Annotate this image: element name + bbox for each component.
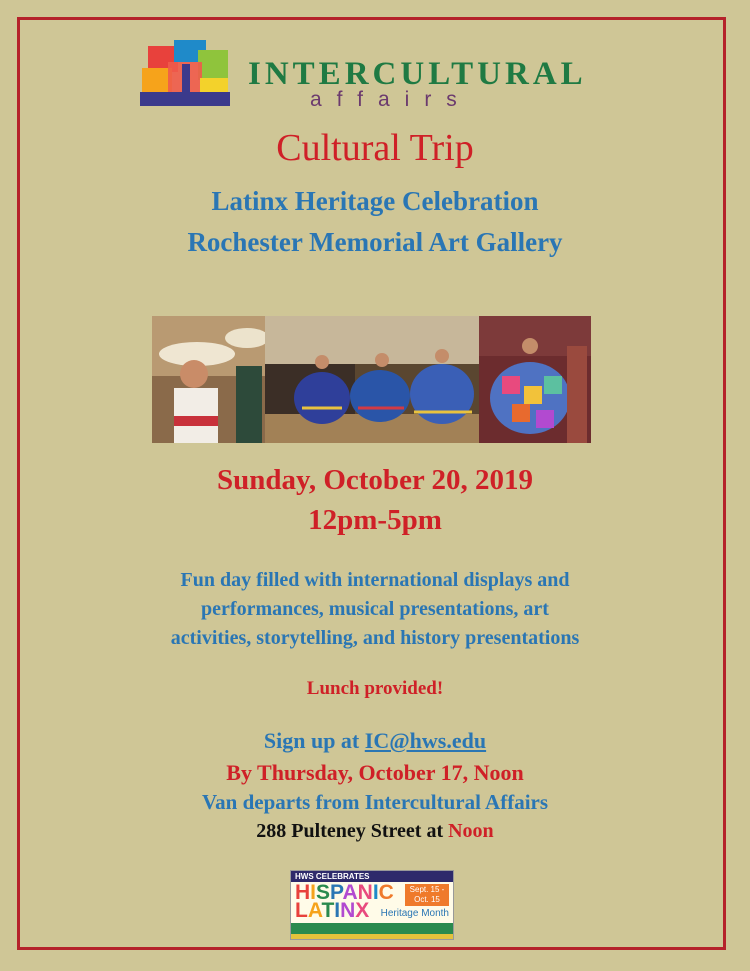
event-title-line2: Rochester Memorial Art Gallery (187, 227, 563, 257)
description-line: performances, musical presentations, art (201, 598, 549, 620)
badge-letter: X (355, 899, 370, 922)
signup-email-link[interactable]: IC@hws.edu (364, 728, 487, 753)
lunch-note: Lunch provided! (306, 678, 444, 699)
badge-letter: I (334, 899, 341, 922)
van-departure: Van departs from Intercultural Affairs (201, 790, 549, 814)
heritage-month-badge (290, 870, 454, 940)
signup-line (0, 728, 750, 754)
dancers-photo-image (152, 316, 591, 443)
badge-footer-stripe (291, 934, 453, 939)
address-text: 288 Pulteney Street at (256, 820, 449, 842)
badge-header: HWS CELEBRATES (291, 871, 453, 882)
badge-letter: C (378, 881, 394, 904)
badge-letter: I (372, 881, 379, 904)
badge-letter: T (321, 899, 335, 922)
logo-wordmark: INTERCULTURAL (248, 56, 587, 92)
badge-letter: I (310, 881, 317, 904)
event-description (0, 566, 750, 653)
dancers-photo-strip (152, 316, 591, 443)
badge-letter: L (295, 899, 308, 922)
departure-address (0, 820, 750, 843)
signup-deadline: By Thursday, October 17, Noon (226, 760, 524, 785)
intercultural-affairs-logo (138, 40, 618, 112)
badge-letter: P (330, 881, 343, 904)
badge-letter: A (342, 881, 358, 904)
badge-letter: N (340, 899, 356, 922)
badge-dates: Sept. 15 - Oct. 15 (405, 884, 449, 906)
badge-month: Heritage Month (380, 908, 449, 919)
badge-letter: H (295, 881, 311, 904)
address-time: Noon (448, 820, 494, 842)
event-type: Cultural Trip (276, 127, 474, 169)
logo-subtitle: affairs (310, 88, 472, 111)
event-time: 12pm-5pm (308, 504, 442, 536)
badge-word-latinx (295, 901, 369, 921)
event-date: Sunday, October 20, 2019 (216, 464, 534, 496)
event-title-line1: Latinx Heritage Celebration (211, 186, 539, 216)
badge-letter: S (316, 881, 331, 904)
description-line: Fun day filled with international displays and (180, 569, 570, 591)
signup-prefix: Sign up at (263, 728, 365, 753)
description-line: activities, storytelling, and history presentations (170, 627, 580, 649)
badge-letter: A (307, 899, 322, 922)
badge-letter: N (357, 881, 373, 904)
logo-mark-icon (138, 40, 234, 112)
